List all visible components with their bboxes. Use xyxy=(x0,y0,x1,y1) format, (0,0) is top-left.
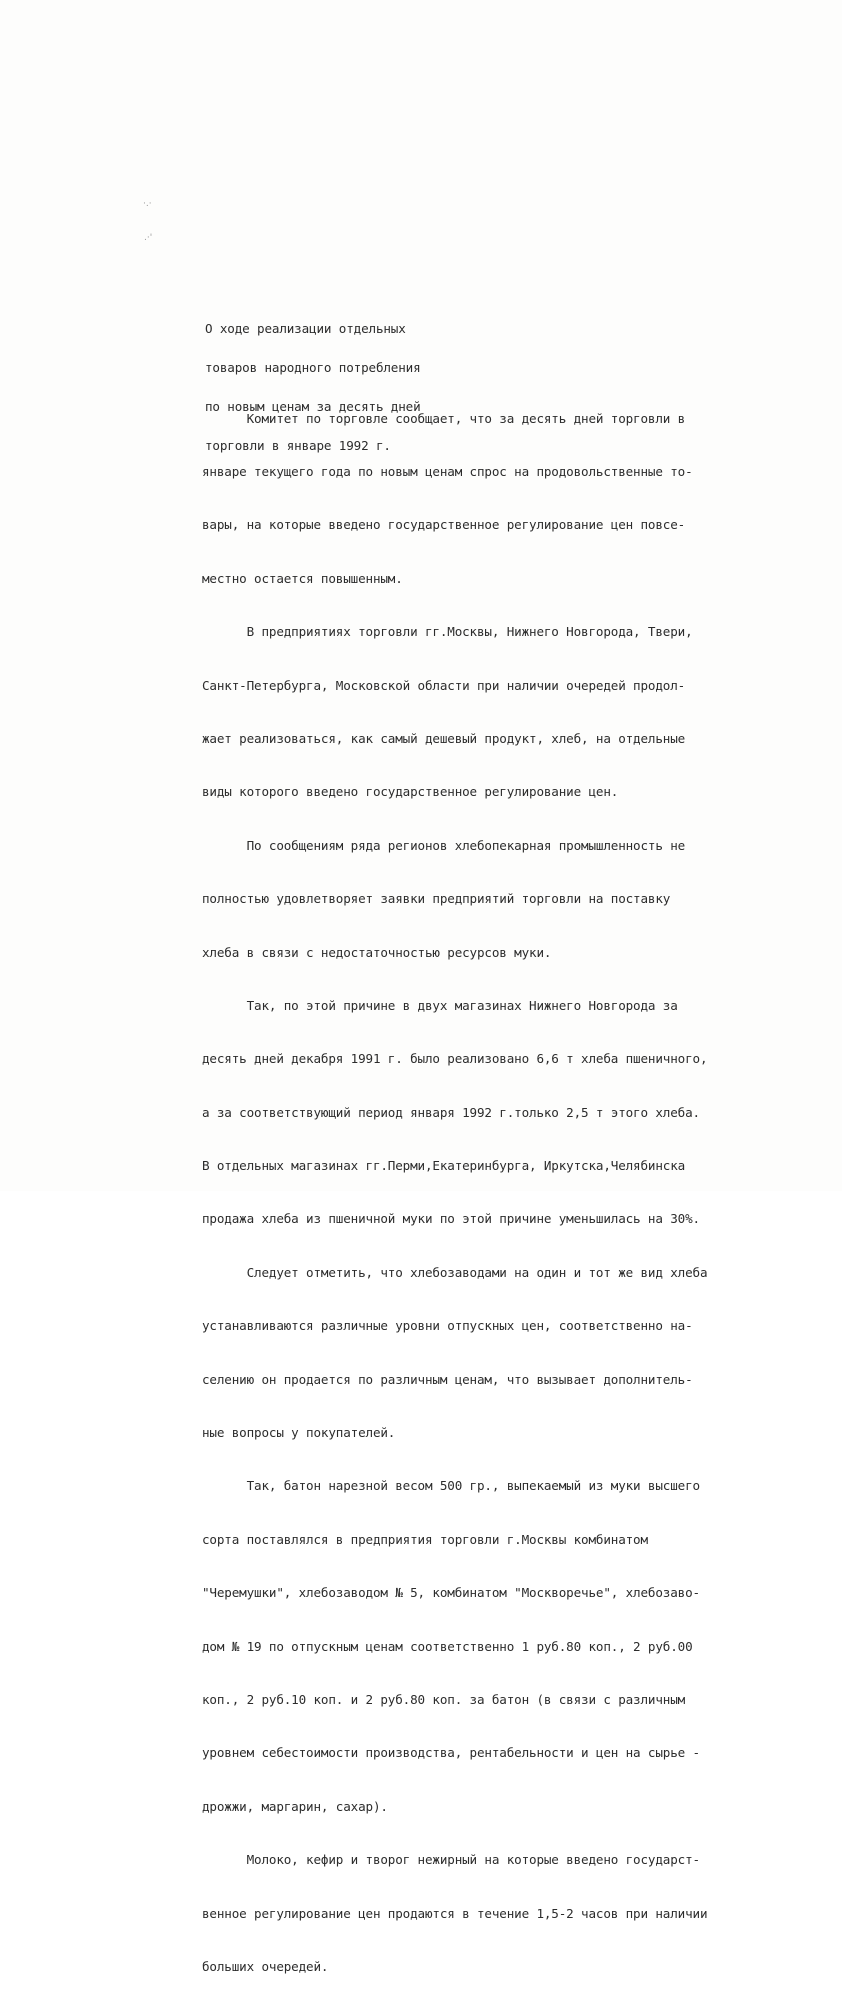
body-line: дрожжи, маргарин, сахар). xyxy=(202,1798,388,1814)
body-line: Так, по этой причине в двух магазинах Нижнего Новгорода за xyxy=(202,997,678,1013)
scan-speck-mark: .·' xyxy=(144,233,153,243)
body-line: январе текущего года по новым ценам спрос на продовольственные то- xyxy=(202,463,693,479)
body-line: коп., 2 руб.10 коп. и 2 руб.80 коп. за батон (в связи с различным xyxy=(202,1691,686,1707)
body-line: десять дней декабря 1991 г. было реализовано 6,6 т хлеба пшеничного, xyxy=(202,1051,708,1067)
body-line: жает реализоваться, как самый дешевый продукт, хлеб, на отдельные xyxy=(202,730,686,746)
body-line: дом № 19 по отпускным ценам соответственно 1 руб.80 коп., 2 руб.00 xyxy=(202,1638,693,1654)
body-line: хлеба в связи с недостаточностью ресурсов муки. xyxy=(202,944,552,960)
scan-speck-mark: ·.· xyxy=(143,199,152,209)
body-line: Так, батон нарезной весом 500 гр., выпекаемый из муки высшего xyxy=(202,1478,700,1494)
body-line: Молоко, кефир и творог нежирный на которые введено государст- xyxy=(202,1852,700,1868)
heading-line: О ходе реализации отдельных xyxy=(205,321,406,336)
body-line: В предприятиях торговли гг.Москвы, Нижнего Новгорода, Твери, xyxy=(202,624,693,640)
heading-line: по новым ценам за десять дней xyxy=(205,399,421,414)
body-line: устанавливаются различные уровни отпускных цен, соответственно на- xyxy=(202,1318,693,1334)
body-line: местно остается повышенным. xyxy=(202,570,403,586)
body-line: В отдельных магазинах гг.Перми,Екатеринбурга, Иркутска,Челябинска xyxy=(202,1158,686,1174)
heading-line: товаров народного потребления xyxy=(205,360,421,375)
body-line: уровнем себестоимости производства, рентабельности и цен на сырье - xyxy=(202,1745,700,1761)
body-line: продажа хлеба из пшеничной муки по этой причине уменьшилась на 30%. xyxy=(202,1211,700,1227)
body-line: венное регулирование цен продаются в течение 1,5-2 часов при наличии xyxy=(202,1905,708,1921)
heading-line: торговли в январе 1992 г. xyxy=(205,438,391,453)
body-line: По сообщениям ряда регионов хлебопекарная промышленность не xyxy=(202,837,686,853)
body-line: сорта поставлялся в предприятия торговли г.Москвы комбинатом xyxy=(202,1531,648,1547)
body-line: вары, на которые введено государственное регулирование цен повсе- xyxy=(202,517,686,533)
body-line: селению он продается по различным ценам, что вызывает дополнитель- xyxy=(202,1371,693,1387)
body-line: Санкт-Петербурга, Московской области при наличии очередей продол- xyxy=(202,677,686,693)
body-line: больших очередей. xyxy=(202,1958,329,1974)
body-line: "Черемушки", хлебозаводом № 5, комбинатом "Москворечье", хлебозаво- xyxy=(202,1585,700,1601)
body-line: Комитет по торговле сообщает, что за десять дней торговли в xyxy=(202,410,686,426)
body-line: ные вопросы у покупателей. xyxy=(202,1425,396,1441)
body-line: Следует отметить, что хлебозаводами на один и тот же вид хлеба xyxy=(202,1264,708,1280)
body-line: полностью удовлетворяет заявки предприятий торговли на поставку xyxy=(202,891,671,907)
document-body xyxy=(202,374,707,2011)
body-line: а за соответствующий период января 1992 г.только 2,5 т этого хлеба. xyxy=(202,1104,700,1120)
body-line: виды которого введено государственное регулирование цен. xyxy=(202,784,619,800)
